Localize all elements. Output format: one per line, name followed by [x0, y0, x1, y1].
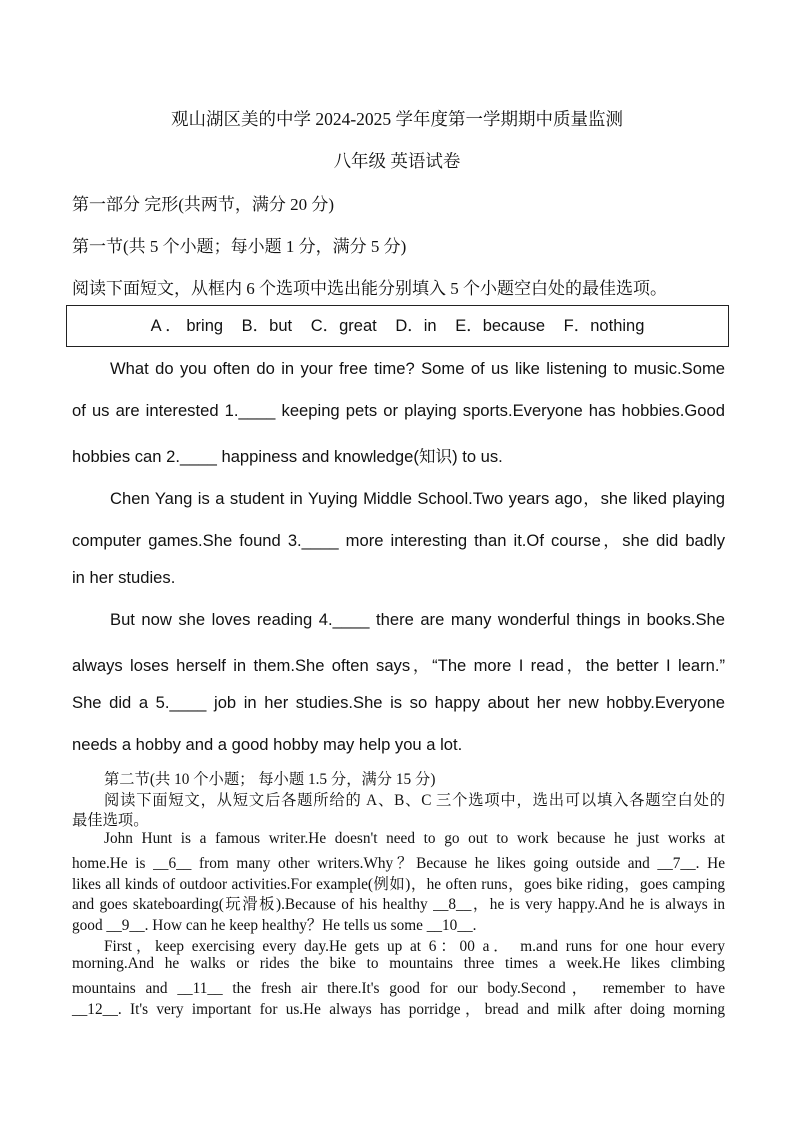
passage1-line: hobbies can 2.____ happiness and knowledge(知识) to us. [72, 447, 503, 466]
section1-instruction: 阅读下面短文，从框内 6 个选项中选出能分别填入 5 个小题空白处的最佳选项。 [72, 279, 667, 298]
passage1-line: in her studies. [72, 568, 176, 587]
option-a: A ． bring [150, 317, 224, 335]
option-d: D．in [395, 317, 437, 335]
passage1-line: always loses herself in them.She often says，“The more I read，the better I learn.” [72, 656, 725, 675]
passage2-line: __12__. It's very important for us.He always has porridge，bread and milk after doing morning [72, 1001, 725, 1018]
exam-subtitle: 八年级 英语试卷 [333, 151, 461, 171]
section2-heading: 第二节(共 10 个小题； 每小题 1.5 分，满分 15 分) [104, 771, 436, 788]
passage1-line: needs a hobby and a good hobby may help you a lot. [72, 735, 463, 754]
option-b: B．but [241, 317, 293, 335]
passage1-line: But now she loves reading 4.____ there are many wonderful things in books.She [110, 610, 725, 629]
passage1-line: What do you often do in your free time? Some of us like listening to music.Some [110, 359, 725, 378]
option-e: E．because [455, 317, 546, 335]
passage1-line: of us are interested 1.____ keeping pets or playing sports.Everyone has hobbies.Good [72, 401, 725, 420]
passage2-line: morning.And he walks or rides the bike to mountains three times a week.He likes climbing [72, 955, 725, 972]
passage2-line: good __9__. How can he keep healthy？He tells us some __10__. [72, 917, 477, 934]
option-f: F．nothing [563, 317, 645, 335]
passage2-line: and goes skateboarding(玩滑板).Because of his healthy __8__，he is very happy.And he is always in [72, 896, 725, 913]
options-box [66, 305, 729, 347]
option-c: C．great [310, 317, 377, 335]
passage2-line: likes all kinds of outdoor activities.For example(例如)，he often runs，goes bike riding，goes camping [72, 876, 725, 893]
passage1-line: computer games.She found 3.____ more interesting than it.Of course，she did badly [72, 531, 725, 550]
section1-heading: 第一节(共 5 个小题；每小题 1 分，满分 5 分) [72, 237, 407, 256]
exam-title: 观山湖区美的中学 2024-2025 学年度第一学期期中质量监测 [170, 109, 624, 129]
passage1-line: She did a 5.____ job in her studies.She is so happy about her new hobby.Everyone [72, 693, 725, 712]
passage2-line: home.He is __6__ from many other writers.Why？Because he likes going outside and __7__. He [72, 855, 725, 872]
passage2-line: First，keep exercising every day.He gets up at 6：00 a． m.and runs for one hour every [104, 938, 725, 955]
part-heading: 第一部分 完形(共两节，满分 20 分) [72, 195, 335, 214]
section2-instruction: 阅读下面短文，从短文后各题所给的 A、B、C 三个选项中，选出可以填入各题空白处的 [104, 792, 725, 809]
passage2-line: John Hunt is a famous writer.He doesn't need to go out to work because he just works at [104, 830, 725, 847]
passage2-line: mountains and __11__ the fresh air there.It's good for our body.Second， remember to have [72, 980, 725, 997]
passage1-line: Chen Yang is a student in Yuying Middle School.Two years ago，she liked playing [110, 489, 725, 508]
section2-instruction: 最佳选项。 [72, 812, 149, 829]
